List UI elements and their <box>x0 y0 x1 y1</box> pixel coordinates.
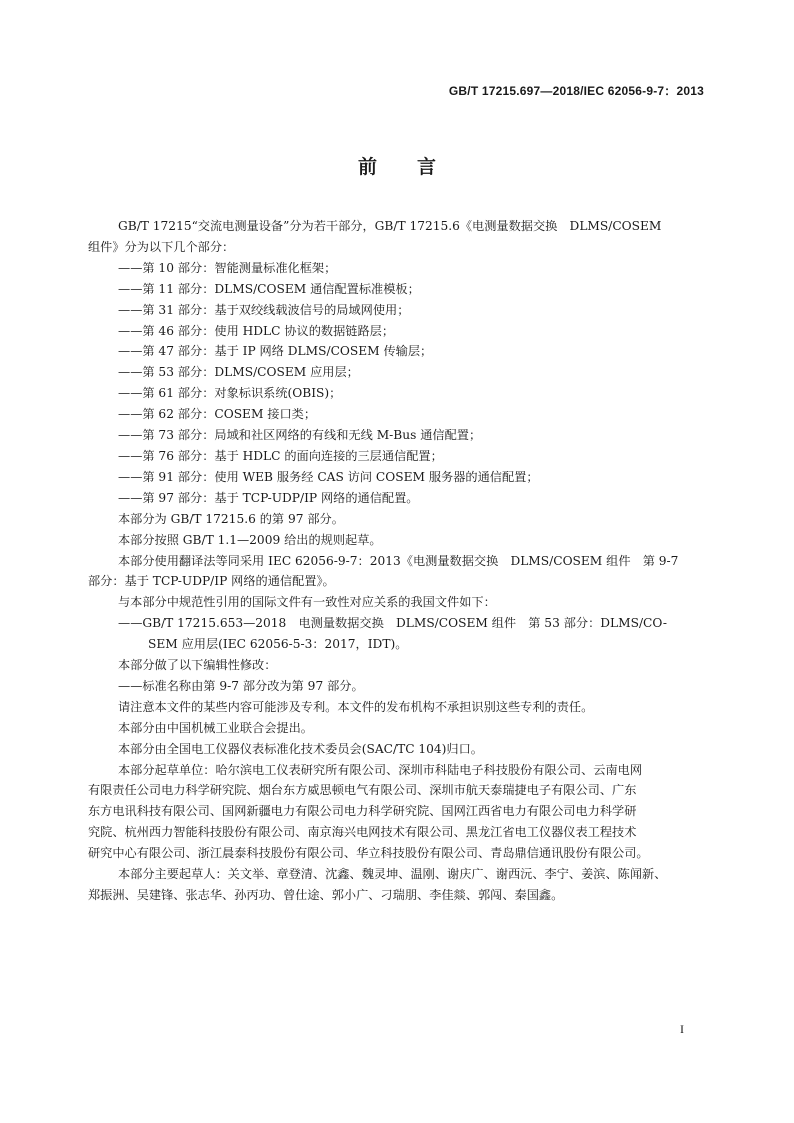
paragraph-continuation-line: 东方电讯科技有限公司、国网新疆电力有限公司电力科学研究院、国网江西省电力有限公司电力科学研 <box>88 804 637 819</box>
page-number: I <box>680 1022 684 1036</box>
paragraph-line: 本部分按照 GB/T 1.1—2009 给出的规则起草。 <box>118 532 382 547</box>
paragraph-continuation-line: 究院、杭州西力智能科技股份有限公司、南京海兴电网技术有限公司、黑龙江省电工仪器仪表工程技术 <box>88 825 637 840</box>
paragraph-continuation-line: 有限责任公司电力科学研究院、烟台东方威思顿电气有限公司、深圳市航天泰瑞捷电子有限公司、广东 <box>88 783 637 798</box>
foreword-body <box>88 216 706 906</box>
paragraph-continuation-line: SEM 应用层(IEC 62056-5-3：2017，IDT)。 <box>148 637 408 652</box>
page-title: 前言 <box>357 156 476 178</box>
standard-number: GB/T 17215.697—2018/IEC 62056-9-7：2013 <box>448 84 704 98</box>
paragraph-line: ——标准名称由第 9-7 部分改为第 97 部分。 <box>118 678 364 693</box>
paragraph-line: 本部分使用翻译法等同采用 IEC 62056-9-7：2013《电测量数据交换 DLMS/COSEM 组件 第 9-7 <box>118 553 679 568</box>
paragraph-line: ——第 97 部分：基于 TCP-UDP/IP 网络的通信配置。 <box>118 490 419 505</box>
paragraph-continuation-line: 组件》分为以下几个部分： <box>88 239 235 254</box>
paragraph-line: 本部分做了以下编辑性修改： <box>118 658 277 673</box>
paragraph-line: ——第 53 部分：DLMS/COSEM 应用层； <box>118 365 359 380</box>
paragraph-continuation-line: 郑振洲、吴建锋、张志华、孙丙功、曾仕途、郭小广、刁瑞朋、李佳燚、郭闯、秦国鑫。 <box>88 888 564 902</box>
paragraph-line: ——第 47 部分：基于 IP 网络 DLMS/COSEM 传输层； <box>118 344 433 359</box>
paragraph-line: 本部分由全国电工仪器仪表标准化技术委员会(SAC/TC 104)归口。 <box>118 741 483 756</box>
paragraph-line: ——第 10 部分：智能测量标准化框架； <box>118 260 337 275</box>
paragraph-line: 本部分起草单位：哈尔滨电工仪表研究所有限公司、深圳市科陆电子科技股份有限公司、云南电网 <box>118 762 643 777</box>
paragraph-line: ——第 46 部分：使用 HDLC 协议的数据链路层； <box>118 323 395 338</box>
paragraph-line: ——第 61 部分：对象标识系统(OBIS)； <box>118 386 342 401</box>
paragraph-line: GB/T 17215“交流电测量设备”分为若干部分，GB/T 17215.6《电测量数据交换 DLMS/COSEM <box>118 219 662 233</box>
paragraph-line: 本部分主要起草人：关文举、章登清、沈鑫、魏灵坤、温刚、谢庆广、谢西沅、李宁、姜滨、陈闻新、 <box>118 867 667 882</box>
paragraph-line: ——GB/T 17215.653—2018 电测量数据交换 DLMS/COSEM 组件 第 53 部分：DLMS/CO- <box>118 616 667 631</box>
paragraph-continuation-line: 部分：基于 TCP-UDP/IP 网络的通信配置》。 <box>88 574 335 589</box>
paragraph-line: ——第 91 部分：使用 WEB 服务经 CAS 访问 COSEM 服务器的通信配置； <box>118 469 539 484</box>
paragraph-line: ——第 76 部分：基于 HDLC 的面向连接的三层通信配置； <box>118 448 443 463</box>
paragraph-line: 与本部分中规范性引用的国际文件有一致性对应关系的我国文件如下： <box>118 595 496 610</box>
paragraph-line: 本部分为 GB/T 17215.6 的第 97 部分。 <box>118 511 344 526</box>
paragraph-continuation-line: 研究中心有限公司、浙江晨泰科技股份有限公司、华立科技股份有限公司、青岛鼎信通讯股份有限公司。 <box>88 846 649 861</box>
paragraph-line: ——第 62 部分：COSEM 接口类； <box>118 407 317 422</box>
paragraph-line: 请注意本文件的某些内容可能涉及专利。本文件的发布机构不承担识别这些专利的责任。 <box>118 699 594 714</box>
paragraph-line: ——第 73 部分：局域和社区网络的有线和无线 M-Bus 通信配置； <box>118 428 482 443</box>
paragraph-line: 本部分由中国机械工业联合会提出。 <box>118 720 313 735</box>
paragraph-line: ——第 31 部分：基于双绞线载波信号的局域网使用； <box>118 302 410 317</box>
paragraph-line: ——第 11 部分：DLMS/COSEM 通信配置标准模板； <box>118 281 420 296</box>
